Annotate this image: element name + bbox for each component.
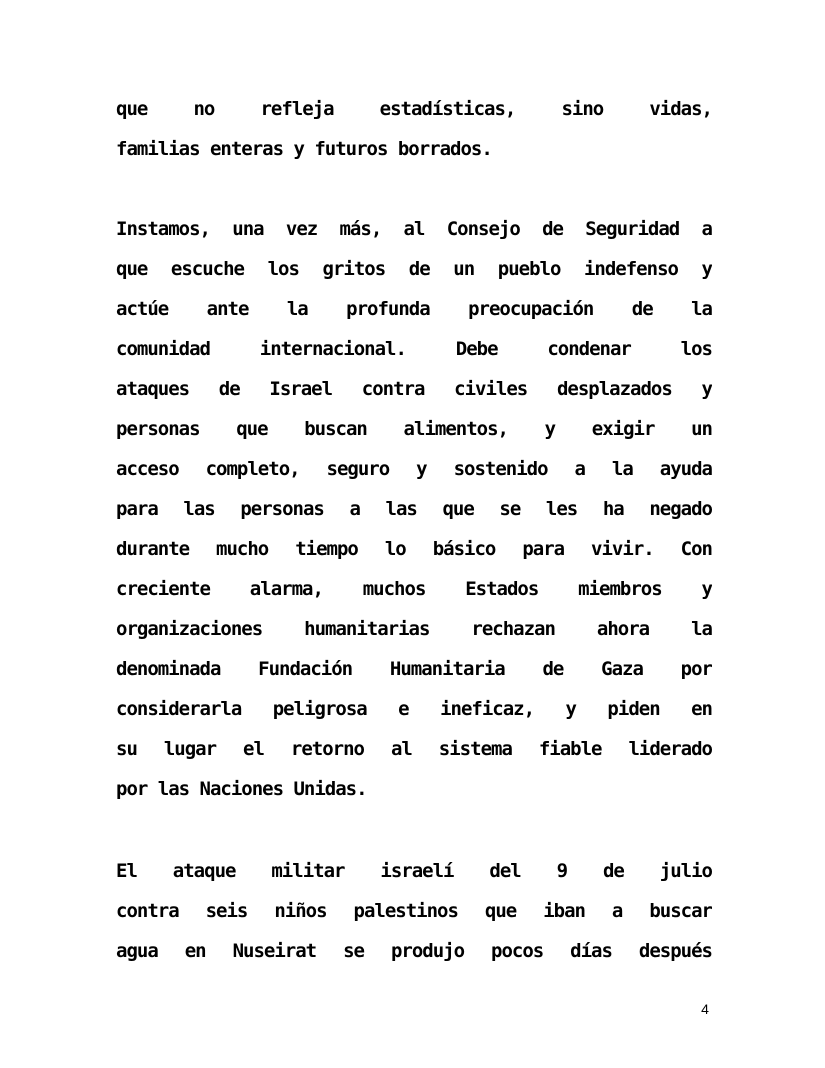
text-line: que escuche los gritos de un pueblo indefenso y	[116, 258, 712, 280]
text-line: denominada Fundación Humanitaria de Gaza por	[116, 658, 712, 680]
text-line: comunidad internacional. Debe condenar los	[116, 338, 712, 360]
text-line: ataques de Israel contra civiles desplazados y	[116, 378, 712, 400]
text-line: su lugar el retorno al sistema fiable liderado	[116, 738, 712, 760]
text-line: organizaciones humanitarias rechazan ahora la	[116, 618, 712, 640]
text-line: por las Naciones Unidas.	[116, 778, 367, 800]
text-line: para las personas a las que se les ha negado	[116, 498, 712, 520]
text-line: durante mucho tiempo lo básico para vivir. Con	[116, 538, 712, 560]
text-line: familias enteras y futuros borrados.	[116, 138, 492, 160]
page-number: 4	[701, 1001, 709, 1017]
text-line: Instamos, una vez más, al Consejo de Seguridad a	[116, 218, 712, 240]
text-line: actúe ante la profunda preocupación de la	[116, 298, 712, 320]
paragraph-2	[116, 209, 712, 809]
text-line: agua en Nuseirat se produjo pocos días después	[116, 940, 712, 962]
text-line: contra seis niños palestinos que iban a buscar	[116, 900, 712, 922]
text-line: personas que buscan alimentos, y exigir un	[116, 418, 712, 440]
text-line: acceso completo, seguro y sostenido a la ayuda	[116, 458, 712, 480]
paragraph-1	[116, 89, 712, 169]
paragraph-3	[116, 851, 712, 971]
text-line: El ataque militar israelí del 9 de julio	[116, 860, 712, 882]
text-line: que no refleja estadísticas, sino vidas,	[116, 98, 712, 120]
text-line: creciente alarma, muchos Estados miembros y	[116, 578, 712, 600]
text-line: considerarla peligrosa e ineficaz, y piden en	[116, 698, 712, 720]
